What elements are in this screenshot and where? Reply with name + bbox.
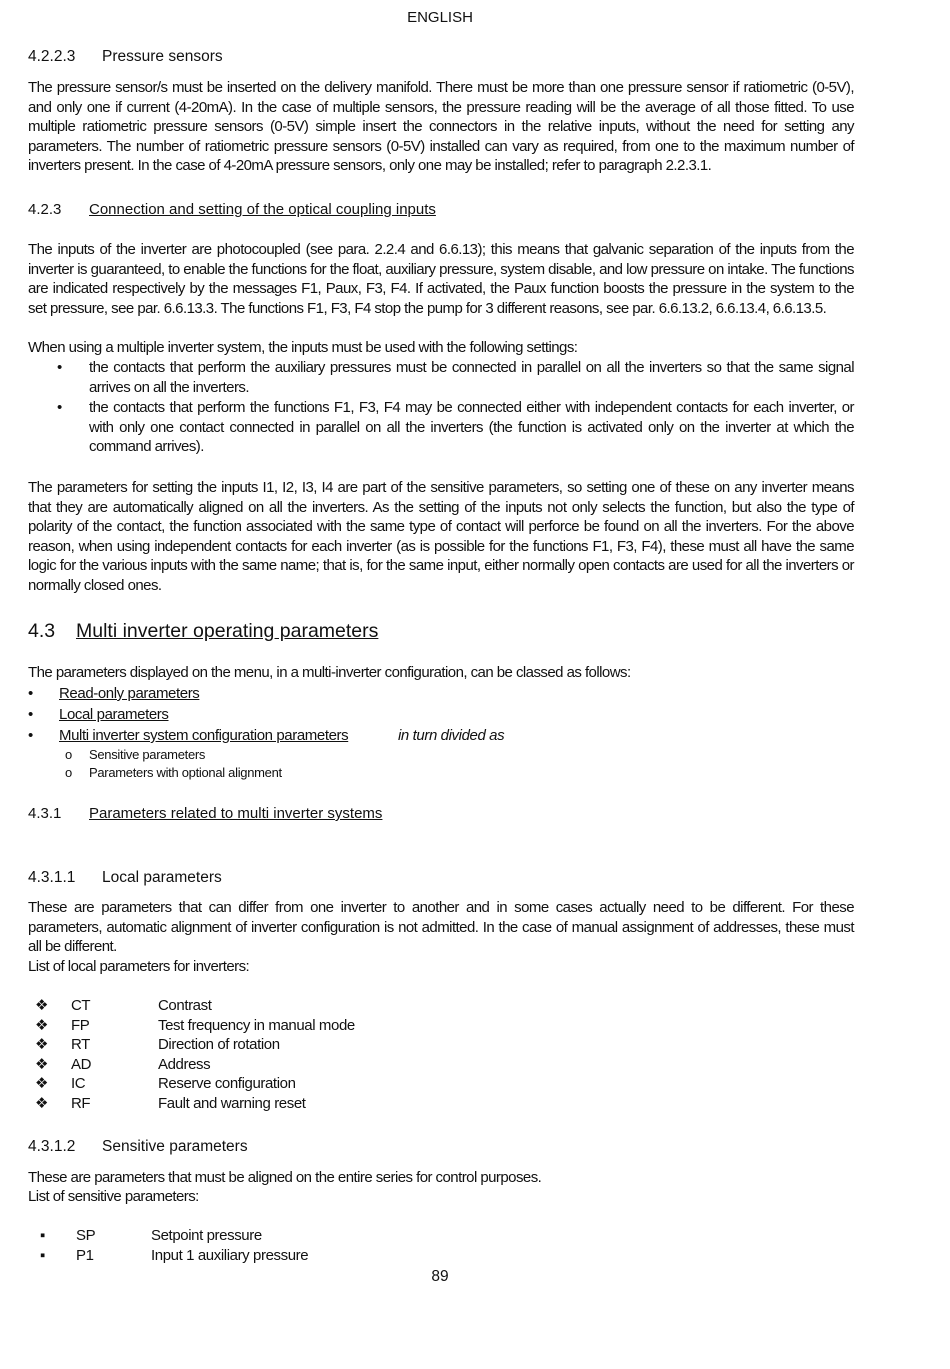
- diamond-bullet-icon: ❖: [35, 1056, 49, 1073]
- list-item: • the contacts that perform the functions F1, F3, F4 may be connected either with independent contacts for each inverter, or with only one contact connected in parallel on all the inverters (the function is activated only on the inverter at which the command arrives).: [57, 399, 854, 456]
- section-heading-4-3-1: [28, 804, 854, 824]
- section-title: Local parameters: [102, 869, 222, 886]
- section-title: Parameters related to multi inverter systems: [89, 805, 383, 822]
- section-heading-4-3-1-1: [28, 868, 854, 888]
- section-heading-4-2-3: [28, 200, 854, 220]
- diamond-bullet-icon: ❖: [35, 1036, 49, 1053]
- section-number: 4.3: [28, 620, 56, 642]
- page-number: 89: [431, 1268, 449, 1285]
- section-number: 4.3.1.2: [28, 1138, 76, 1155]
- section-number: 4.3.1.1: [28, 869, 76, 886]
- bullet-icon: •: [28, 685, 33, 702]
- section-title: Multi inverter operating parameters: [76, 620, 379, 642]
- diamond-bullet-icon: ❖: [35, 997, 49, 1014]
- square-bullet-icon: ▪: [40, 1227, 45, 1244]
- bullet-icon: •: [57, 359, 62, 376]
- section-heading-4-3-1-2: [28, 1137, 854, 1157]
- bullet-icon: •: [28, 706, 33, 723]
- section-heading-4-2-2-3: [28, 47, 854, 67]
- section-number: 4.2.3: [28, 201, 62, 218]
- bullet-icon: •: [28, 727, 33, 744]
- diamond-bullet-icon: ❖: [35, 1017, 49, 1034]
- divided-note: in turn divided as: [398, 727, 505, 744]
- sensitive-parameters-list-intro: List of sensitive parameters:: [28, 1188, 199, 1205]
- section-heading-4-3: [28, 618, 854, 644]
- multiple-inverter-intro: When using a multiple inverter system, the inputs must be used with the following settings:: [28, 339, 578, 356]
- list-item: • the contacts that perform the auxiliary pressures must be connected in parallel on all the inverters so that the same signal arrives on all the inverters.: [57, 359, 854, 396]
- circle-bullet-icon: o: [65, 747, 72, 762]
- section-title: Sensitive parameters: [102, 1138, 248, 1155]
- section-number: 4.3.1: [28, 805, 62, 822]
- parameter-classes-intro: The parameters displayed on the menu, in a multi-inverter configuration, can be classed as follows:: [28, 664, 631, 681]
- page-header: ENGLISH: [407, 9, 473, 26]
- section-number: 4.2.2.3: [28, 48, 76, 65]
- circle-bullet-icon: o: [65, 765, 72, 780]
- section-title: Pressure sensors: [102, 48, 223, 65]
- input-parameters-paragraph: The parameters for setting the inputs I1, I2, I3, I4 are part of the sensitive parameters, so setting one of these on any inverter means that they are automatically aligned on all the inverters. As the setting of the inputs not only selects the function, but also the type of polarity of the contact, the function associated with the same type of contact will perforce be found on all the inverters. For the above reason, when using independent contacts for each inverter (as is possible for the functions F1, F3, F4), these must all have the same logic for the various inputs with the same name; that is, for the same input, either normally open contacts are used for all the inverters or normally closed ones.: [28, 479, 854, 594]
- square-bullet-icon: ▪: [40, 1247, 45, 1264]
- pressure-sensors-paragraph: The pressure sensor/s must be inserted on the delivery manifold. There must be more than one pressure sensor if ratiometric (0-5V), and only one if current (4-20mA). In the case of multiple sensors, the pressure reading will be the average of all those fitted. To use multiple ratiometric pressure sensors (0-5V) simple insert the connectors in the relative inputs, without the need for setting any parameters. The number of ratiometric pressure sensors (0-5V) installed can vary as required, from one to the maximum number of inverters present. In the case of 4-20mA pressure sensors, only one may be installed; refer to paragraph 2.2.3.1.: [28, 79, 854, 175]
- optical-inputs-paragraph: The inputs of the inverter are photocoupled (see para. 2.2.4 and 6.6.13); this means that galvanic separation of the inputs from the inverter is guaranteed, to enable the functions for the float, auxiliary pressure, system disable, and low pressure on intake. The functions are indicated respectively by the messages F1, Paux, F3, F4. If activated, the Paux function boosts the pressure in the system to the set pressure, see par. 6.6.13.3. The functions F1, F3, F4 stop the pump for 3 different reasons, see par. 6.6.13.2, 6.6.13.4, 6.6.13.5.: [28, 241, 854, 317]
- sensitive-parameters-paragraph: These are parameters that must be aligned on the entire series for control purposes.: [28, 1169, 542, 1186]
- local-parameters-paragraph: These are parameters that can differ from one inverter to another and in some cases actually need to be different. For these parameters, automatic alignment of inverter configuration is not admitted. In the case of manual assignment of addresses, these must all be different.: [28, 899, 854, 956]
- diamond-bullet-icon: ❖: [35, 1075, 49, 1092]
- bullet-icon: •: [57, 399, 62, 416]
- diamond-bullet-icon: ❖: [35, 1095, 49, 1112]
- local-parameters-list-intro: List of local parameters for inverters:: [28, 958, 250, 975]
- section-title: Connection and setting of the optical coupling inputs: [89, 201, 436, 218]
